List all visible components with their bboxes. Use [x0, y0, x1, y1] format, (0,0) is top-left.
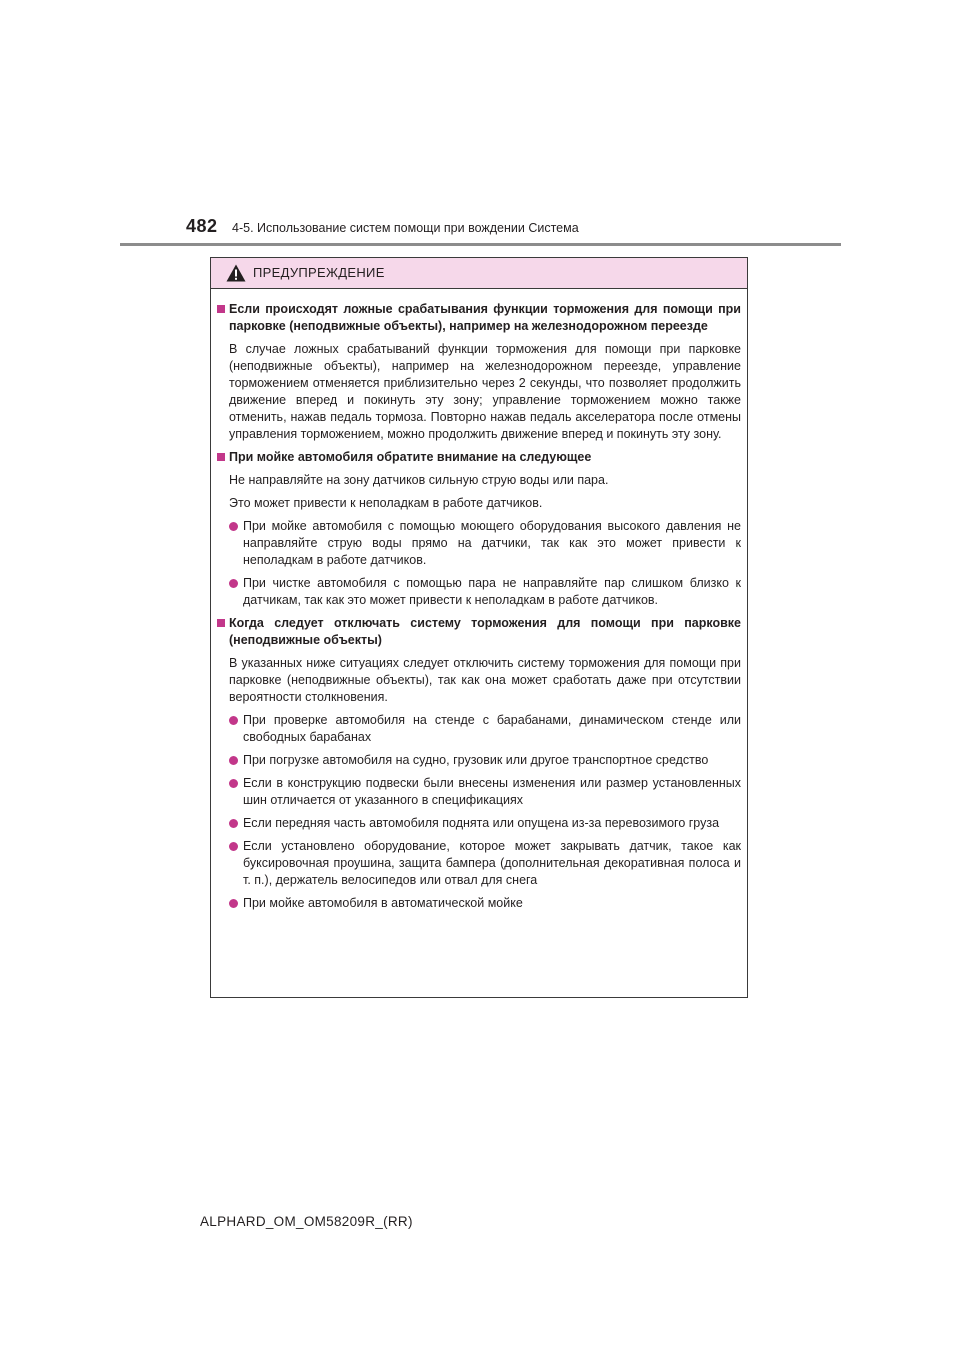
list-item	[229, 752, 741, 769]
square-bullet-icon	[217, 305, 225, 313]
list-item-text: При мойке автомобиля в автоматической мойке	[243, 896, 523, 910]
warning-content	[211, 289, 747, 912]
list-item-text: Если в конструкцию подвески были внесены изменения или размер установленных шин отличается от указанного в спецификациях	[243, 776, 741, 807]
paragraph: В указанных ниже ситуациях следует отключить систему торможения для помощи при парковке (неподвижные объекты), так как она может сработать даже при отсутствии вероятности столкновения.	[229, 656, 741, 704]
paragraph: В случае ложных срабатываний функции торможения для помощи при парковке (неподвижные объекты), например на железнодорожном переезде, управление торможением отменяется приблизительно через 2 секунды, что позволяет продолжить движение вперед и покинуть эту зону; управление торможением можно также отменить, нажав педаль тормоза. Повторно нажав педаль акселератора после отмены управления торможением, можно продолжить движение вперед и покинуть эту зону.	[229, 342, 741, 441]
section-heading-text: При мойке автомобиля обратите внимание на следующее	[229, 450, 592, 464]
section-heading	[217, 449, 741, 466]
page-number: 482	[186, 216, 218, 236]
circle-bullet-icon	[229, 899, 238, 908]
warning-header	[211, 258, 747, 289]
warning-title: ПРЕДУПРЕЖДЕНИЕ	[253, 265, 385, 280]
list-item-text: При проверке автомобиля на стенде с барабанами, динамическом стенде или свободных барабанах	[243, 713, 741, 744]
warning-box	[210, 257, 748, 998]
list-item-text: Если передняя часть автомобиля поднята или опущена из-за перевозимого груза	[243, 816, 720, 830]
section-heading	[217, 301, 741, 335]
list-item-text: Если установлено оборудование, которое может закрывать датчик, такое как буксировочная проушина, защита бампера (дополнительная декоративная полоса и т. п.), держатель велосипедов или отвал для снега	[243, 839, 741, 887]
list-item	[229, 815, 741, 832]
list-item-text: При погрузке автомобиля на судно, грузовик или другое транспортное средство	[243, 753, 709, 767]
document-code: ALPHARD_OM_OM58209R_(RR)	[200, 1214, 413, 1229]
circle-bullet-icon	[229, 842, 238, 851]
section-heading	[217, 615, 741, 649]
circle-bullet-icon	[229, 779, 238, 788]
circle-bullet-icon	[229, 819, 238, 828]
square-bullet-icon	[217, 619, 225, 627]
list-item-text: При чистке автомобиля с помощью пара не направляйте пар слишком близко к датчикам, так как это может привести к неполадкам в работе датчиков.	[243, 576, 741, 607]
list-item	[229, 712, 741, 746]
section-heading-text: Когда следует отключать систему торможения для помощи при парковке (неподвижные объекты)	[229, 616, 741, 647]
circle-bullet-icon	[229, 522, 238, 531]
paragraph: Не направляйте на зону датчиков сильную струю воды или пара.	[229, 473, 609, 487]
paragraph: Это может привести к неполадкам в работе датчиков.	[229, 496, 543, 510]
header-divider	[120, 243, 841, 246]
section-title: 4-5. Использование систем помощи при вождении Система	[232, 221, 579, 235]
circle-bullet-icon	[229, 579, 238, 588]
circle-bullet-icon	[229, 716, 238, 725]
list-item	[229, 895, 741, 912]
list-item	[229, 575, 741, 609]
list-item	[229, 775, 741, 809]
list-item	[229, 518, 741, 569]
list-item	[229, 838, 741, 889]
section-heading-text: Если происходят ложные срабатывания функции торможения для помощи при парковке (неподвижные объекты), например на железнодорожном переезде	[229, 302, 741, 333]
square-bullet-icon	[217, 453, 225, 461]
warning-triangle-icon	[226, 264, 246, 282]
list-item-text: При мойке автомобиля с помощью моющего оборудования высокого давления не направляйте струю воды прямо на датчики, так как это может привести к неполадкам в работе датчиков.	[243, 519, 741, 567]
circle-bullet-icon	[229, 756, 238, 765]
